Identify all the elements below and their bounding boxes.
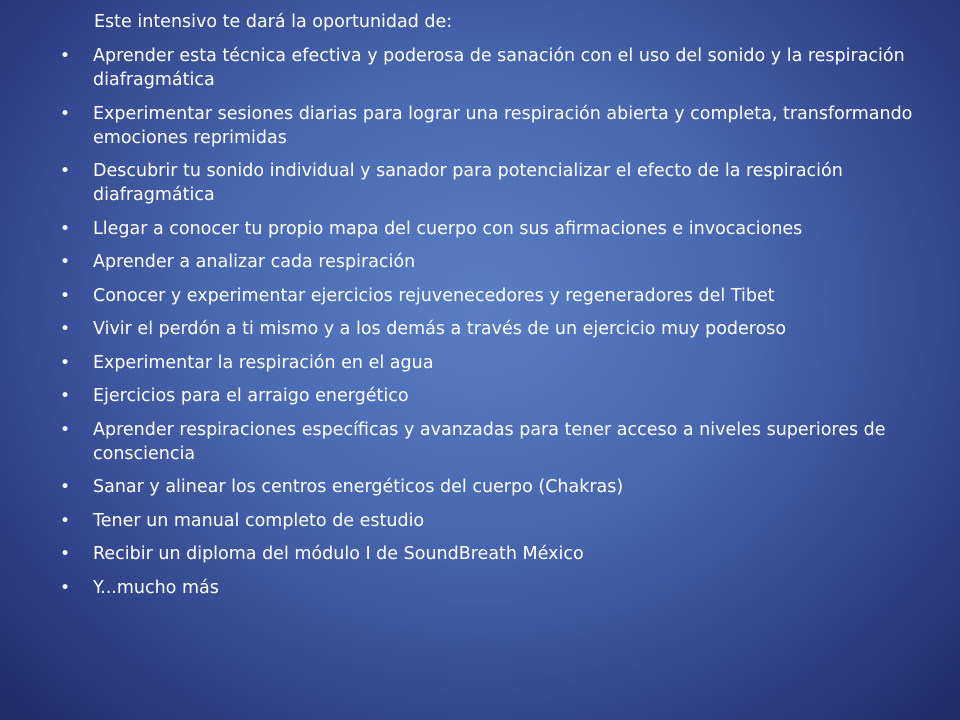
bullet-icon: • — [60, 319, 71, 339]
list-item-text: Aprender respiraciones específicas y avanzadas para tener acceso a niveles superiores de consciencia — [93, 419, 886, 464]
bullet-icon: • — [60, 103, 71, 124]
bullet-icon: • — [60, 544, 71, 564]
list-item — [60, 351, 948, 375]
list-item-text: Experimentar la respiración en el agua — [93, 352, 434, 373]
list-item — [60, 576, 948, 600]
list-item-text: Experimentar sesiones diarias para lograr una respiración abierta y completa, transformando emociones reprimidas — [93, 103, 913, 148]
list-item-text: Ejercicios para el arraigo energético — [93, 386, 409, 406]
list-item — [60, 159, 948, 207]
list-item-text: Vivir el perdón a ti mismo y a los demás a través de un ejercicio muy poderoso — [93, 319, 787, 339]
list-item — [60, 44, 948, 92]
bullet-icon: • — [60, 252, 71, 272]
list-item — [60, 250, 948, 274]
bullet-icon: • — [60, 510, 71, 531]
list-item-text: Descubrir tu sonido individual y sanador para potencializar el efecto de la respiración diafragmática — [93, 161, 843, 205]
bullet-icon: • — [60, 577, 71, 598]
bullet-icon: • — [60, 46, 71, 66]
list-item — [60, 475, 948, 499]
list-item-text: Llegar a conocer tu propio mapa del cuerpo con sus afirmaciones e invocaciones — [93, 218, 803, 239]
bullet-list — [60, 44, 948, 609]
list-item-text: Tener un manual completo de estudio — [93, 510, 425, 531]
list-item — [60, 542, 948, 566]
list-item-text: Sanar y alinear los centros energéticos del cuerpo (Chakras) — [93, 477, 624, 497]
bullet-icon: • — [60, 419, 71, 440]
bullet-icon: • — [60, 218, 71, 239]
list-item — [60, 317, 948, 341]
list-item-text: Conocer y experimentar ejercicios rejuvenecedores y regeneradores del Tibet — [93, 285, 775, 306]
list-item-text: Aprender a analizar cada respiración — [93, 252, 416, 272]
list-item-text: Recibir un diploma del módulo I de SoundBreath México — [93, 544, 584, 564]
intro-text: Este intensivo te dará la oportunidad de: — [94, 12, 453, 32]
bullet-icon: • — [60, 352, 71, 373]
bullet-icon: • — [60, 161, 71, 181]
list-item — [60, 284, 948, 308]
bullet-icon: • — [60, 386, 71, 406]
bullet-icon: • — [60, 477, 71, 497]
list-item-text: Y...mucho más — [93, 577, 219, 598]
list-item — [60, 102, 948, 150]
list-item — [60, 384, 948, 408]
list-item-text: Aprender esta técnica efectiva y poderosa de sanación con el uso del sonido y la respiración diafragmática — [93, 46, 905, 90]
list-item — [60, 418, 948, 466]
list-item — [60, 509, 948, 533]
list-item — [60, 217, 948, 241]
bullet-icon: • — [60, 285, 71, 306]
